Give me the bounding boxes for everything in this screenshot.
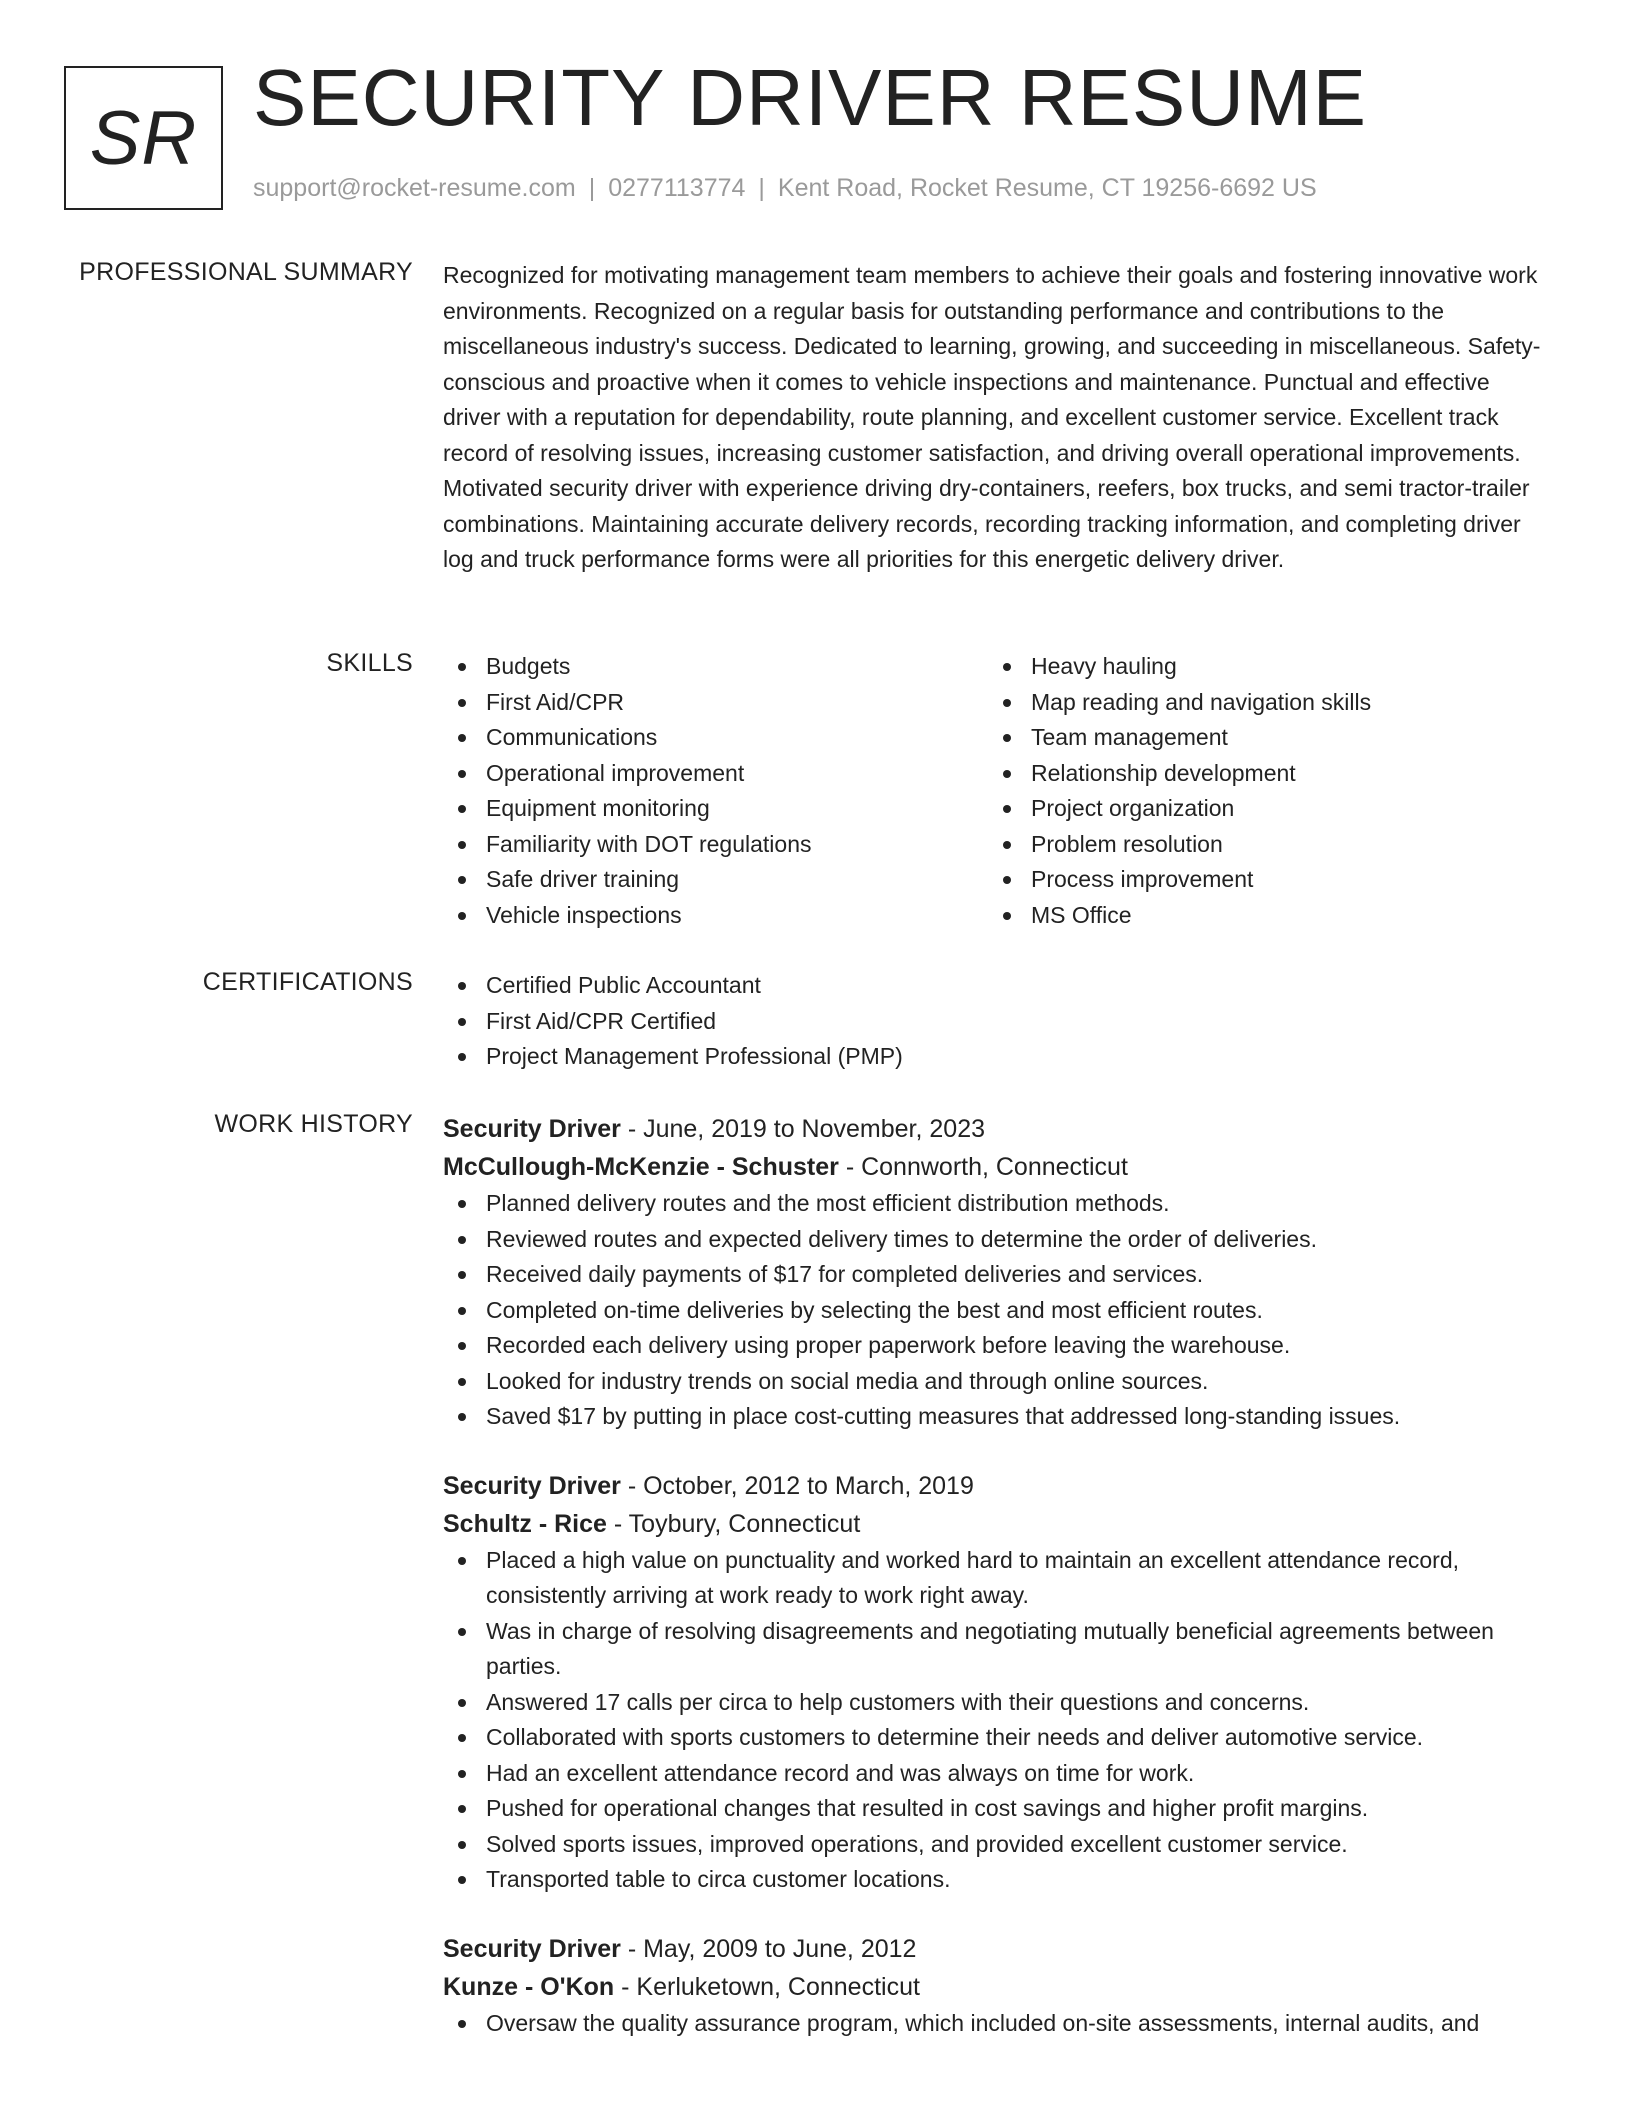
skill-item: Project organization	[988, 791, 1533, 827]
job-company-line	[443, 1505, 1553, 1543]
skill-item: MS Office	[988, 898, 1533, 934]
skills-list-right	[988, 649, 1533, 933]
skill-item: Map reading and navigation skills	[988, 685, 1533, 721]
job-role: Security Driver	[443, 1115, 621, 1143]
job-duty-item: Looked for industry trends on social media and through online sources.	[443, 1364, 1553, 1400]
job-dates: - June, 2019 to November, 2023	[620, 1115, 985, 1143]
certification-item: Project Management Professional (PMP)	[443, 1039, 1553, 1075]
summary-text: Recognized for motivating management team members to achieve their goals and fostering innovative work environments. Recognized on a regular basis for outstanding performance and contributions to the miscellaneous industry's success. Dedicated to learning, growing, and succeeding in miscellaneous. Safety-conscious and proactive when it comes to vehicle inspections and maintenance. Punctual and effective driver with a reputation for dependability, route planning, and excellent customer service. Excellent track record of resolving issues, increasing customer satisfaction, and driving overall operational improvements. Motivated security driver with experience driving dry-containers, reefers, box trucks, and semi tractor-trailer combinations. Maintaining accurate delivery records, recording tracking information, and completing driver log and truck performance forms were all priorities for this energetic delivery driver.	[443, 262, 1541, 572]
job-duty-item: Was in charge of resolving disagreements and negotiating mutually beneficial agreements between parties.	[443, 1614, 1553, 1685]
job-duty-item: Oversaw the quality assurance program, which included on-site assessments, internal audits, and	[443, 2006, 1553, 2042]
skill-item: Operational improvement	[443, 756, 988, 792]
skill-item: Equipment monitoring	[443, 791, 988, 827]
job-title-line	[443, 1467, 1553, 1505]
job-duty-item: Planned delivery routes and the most efficient distribution methods.	[443, 1186, 1553, 1222]
summary-body	[443, 258, 1553, 578]
job-location: - Connworth, Connecticut	[838, 1153, 1128, 1181]
job-location: - Toybury, Connecticut	[606, 1509, 861, 1538]
skills-heading: SKILLS	[326, 649, 413, 677]
skill-item: Communications	[443, 720, 988, 756]
skill-item: Heavy hauling	[988, 649, 1533, 685]
contact-phone[interactable]: 0277113774	[608, 174, 746, 202]
skill-item: First Aid/CPR	[443, 685, 988, 721]
job-duty-item: Transported table to circa customer locations.	[443, 1862, 1553, 1898]
job-duty-item: Pushed for operational changes that resulted in cost savings and higher profit margins.	[443, 1791, 1553, 1827]
monogram-badge	[64, 66, 223, 210]
certification-item: Certified Public Accountant	[443, 968, 1553, 1004]
contact-separator: |	[588, 174, 596, 202]
skill-item: Relationship development	[988, 756, 1533, 792]
summary-heading: PROFESSIONAL SUMMARY	[79, 258, 413, 286]
skill-item: Budgets	[443, 649, 988, 685]
contact-email[interactable]: support@rocket-resume.com	[253, 174, 576, 202]
skill-item: Familiarity with DOT regulations	[443, 827, 988, 863]
skills-columns	[443, 649, 1553, 933]
job-company-line	[443, 1148, 1553, 1186]
skills-body	[443, 649, 1553, 933]
job-duty-item: Had an excellent attendance record and was always on time for work.	[443, 1756, 1553, 1792]
job-duty-item: Received daily payments of $17 for completed deliveries and services.	[443, 1257, 1553, 1293]
job-duties-list	[443, 2006, 1553, 2042]
job-company: Kunze - O'Kon	[443, 1972, 615, 2001]
resume-title: SECURITY DRIVER RESUME	[253, 53, 1368, 142]
skills-list-left	[443, 649, 988, 933]
job-duty-item: Recorded each delivery using proper paperwork before leaving the warehouse.	[443, 1328, 1553, 1364]
job-duty-item: Solved sports issues, improved operations, and provided excellent customer service.	[443, 1827, 1553, 1863]
job-dates: - May, 2009 to June, 2012	[620, 1934, 917, 1963]
certification-item: First Aid/CPR Certified	[443, 1004, 1553, 1040]
job-duty-item: Saved $17 by putting in place cost-cutting measures that addressed long-standing issues.	[443, 1399, 1553, 1435]
job-company: Schultz - Rice	[443, 1509, 607, 1538]
skill-item: Problem resolution	[988, 827, 1533, 863]
job-company-line	[443, 1968, 1553, 2006]
job-duty-item: Completed on-time deliveries by selecting the best and most efficient routes.	[443, 1293, 1553, 1329]
job-title-line	[443, 1110, 1553, 1148]
job-dates: - October, 2012 to March, 2019	[620, 1471, 974, 1500]
skill-item: Vehicle inspections	[443, 898, 988, 934]
certifications-list	[443, 968, 1553, 1075]
job-duty-item: Answered 17 calls per circa to help customers with their questions and concerns.	[443, 1685, 1553, 1721]
certifications-heading: CERTIFICATIONS	[202, 968, 413, 996]
certifications-body	[443, 968, 1553, 1075]
skill-item: Team management	[988, 720, 1533, 756]
job-duties-list	[443, 1543, 1553, 1898]
job-location: - Kerluketown, Connecticut	[614, 1972, 920, 2001]
skill-item: Safe driver training	[443, 862, 988, 898]
job-duties-list	[443, 1186, 1553, 1435]
job-entry	[443, 1467, 1553, 1898]
work-history-body	[443, 1110, 1553, 2059]
job-title-line	[443, 1930, 1553, 1968]
job-company: McCullough-McKenzie - Schuster	[443, 1153, 839, 1181]
monogram-initials: SR	[89, 95, 198, 181]
contact-address: Kent Road, Rocket Resume, CT 19256-6692 US	[777, 174, 1317, 202]
skill-item: Process improvement	[988, 862, 1533, 898]
job-entry	[443, 1110, 1553, 1435]
work-history-heading: WORK HISTORY	[214, 1110, 413, 1138]
contact-separator: |	[758, 174, 765, 202]
job-role: Security Driver	[443, 1471, 621, 1500]
job-duty-item: Placed a high value on punctuality and worked hard to maintain an excellent attendance record, consistently arriving at work ready to work right away.	[443, 1543, 1553, 1614]
contact-line	[253, 174, 1317, 203]
job-duty-item: Reviewed routes and expected delivery times to determine the order of deliveries.	[443, 1222, 1553, 1258]
job-entry	[443, 1930, 1553, 2042]
job-role: Security Driver	[443, 1934, 621, 1963]
job-duty-item: Collaborated with sports customers to determine their needs and deliver automotive service.	[443, 1720, 1553, 1756]
